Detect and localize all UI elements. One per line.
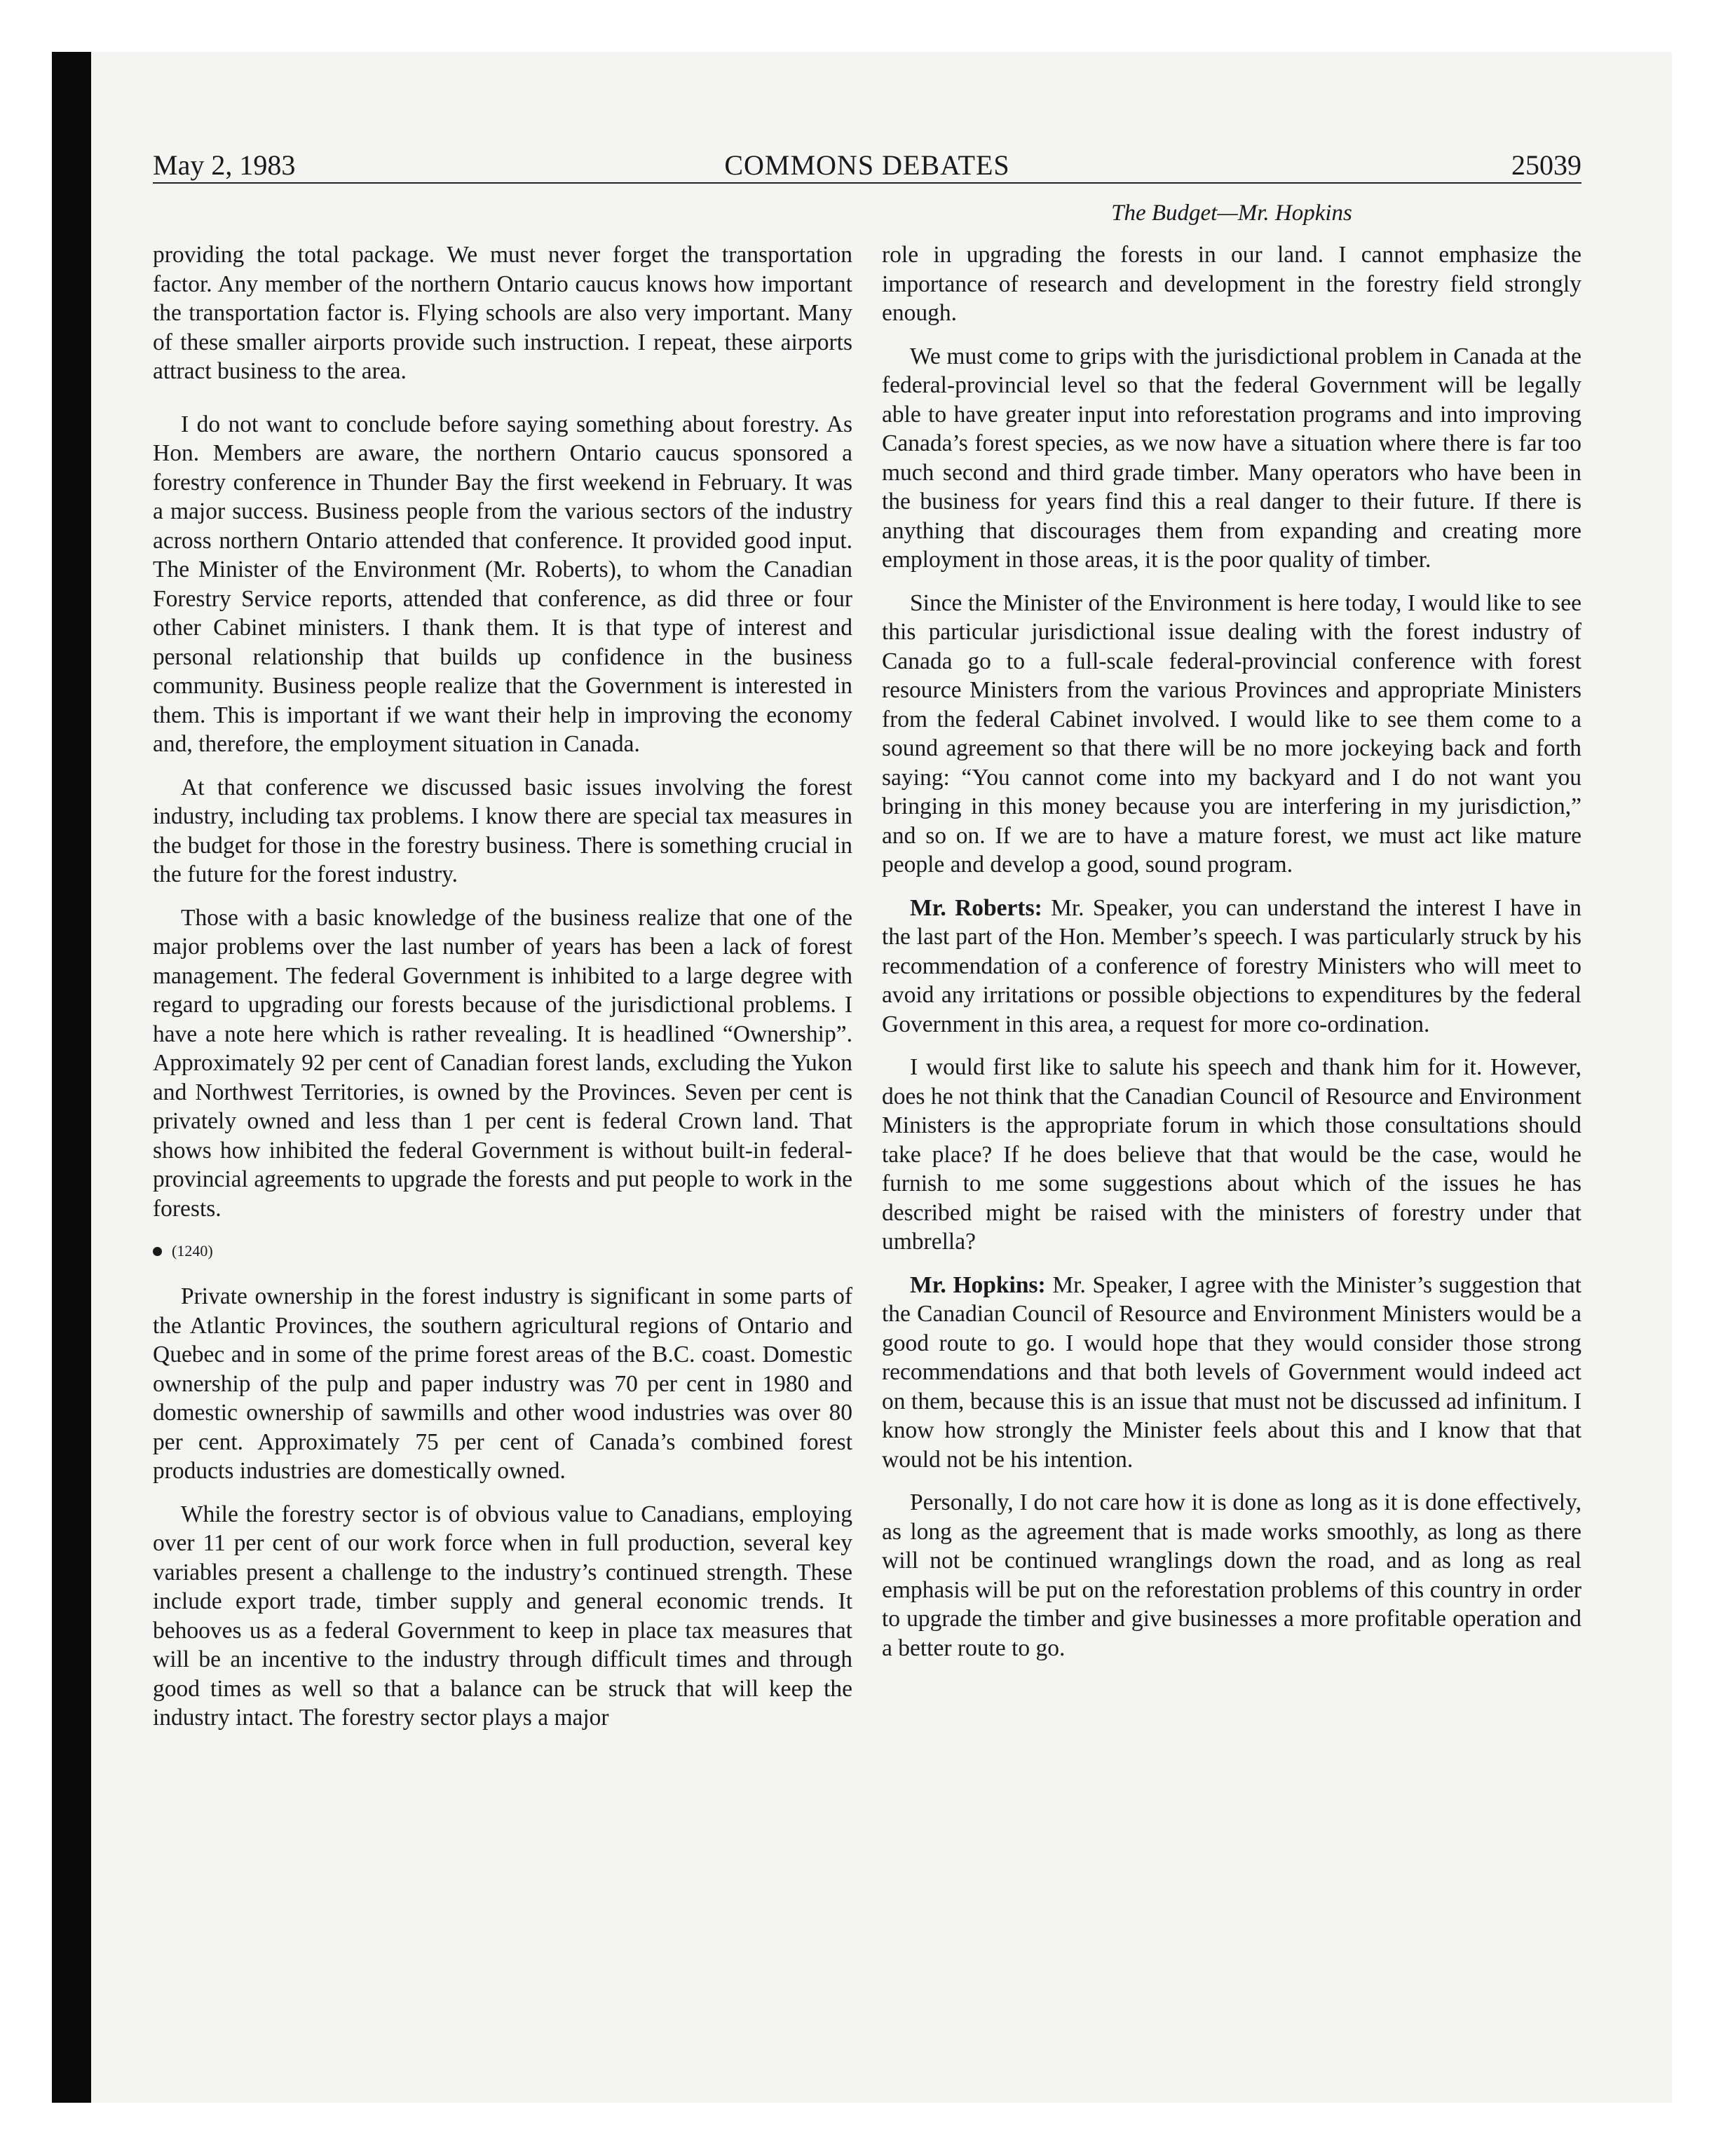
speech-text: Mr. Speaker, I agree with the Minister’s suggestion that the Canadian Council of Resource and Environment Ministers would be a good route to go. I would hope that they would consider those strong recommendations and that both levels of Government would indeed act on them, because this is an issue that must not be discussed ad infinitum. I know how strongly the Minister feels about this and I know that that would not be his intention.: [882, 1271, 1581, 1473]
time-marker: [153, 1237, 852, 1265]
paragraph: At that conference we discussed basic issues involving the forest industry, including tax problems. I know there are special tax measures in the budget for those in the forestry business. There is something crucial in the future for the forest industry.: [153, 774, 852, 887]
speaker-name: Mr. Hopkins:: [910, 1271, 1046, 1298]
speech-hopkins: [882, 1271, 1581, 1475]
header-rule: [153, 182, 1581, 184]
page-number: 25039: [1511, 149, 1581, 181]
bullet-icon: [153, 1247, 162, 1256]
paragraph: I would first like to salute his speech and thank him for it. However, does he not think that the Canadian Council of Resource and Environment Ministers is the appropriate forum in which those consultations should take place? If he does believe that that would be the case, would he furnish to me some suggestions about which of the issues he has described might be raised with the ministers of forestry under that umbrella?: [882, 1054, 1581, 1255]
speech-roberts: [882, 894, 1581, 1039]
page-header: [153, 149, 1581, 182]
paragraph: role in upgrading the forests in our land. I cannot emphasize the importance of research and development in the forestry field strongly enough.: [882, 242, 1581, 326]
paragraph: providing the total package. We must never forget the transportation factor. Any member of the northern Ontario caucus knows how important the transportation factor is. Flying schools are also very important. Many of these smaller airports provide such instruction. I repeat, these airports attract business to the area.: [153, 242, 852, 384]
running-head: The Budget—Mr. Hopkins: [1111, 200, 1352, 226]
scan-edge: [52, 52, 91, 2103]
paragraph: Those with a basic knowledge of the business realize that one of the major problems over the last number of years has been a lack of forest management. The federal Government is inhibited to a large degree with regard to upgrading our forests because of the jurisdictional problems. I have a note here which is rather revealing. It is headlined “Ownership”. Approximately 92 per cent of Canadian forest lands, excluding the Yukon and Northwest Territories, is owned by the Provinces. Seven per cent is privately owned and less than 1 per cent is federal Crown land. That shows how inhibited the federal Government is without built-in federal-provincial agreements to upgrade the forests and put people to work in the forests.: [153, 904, 852, 1222]
left-column: [153, 240, 852, 1733]
speaker-name: Mr. Roberts:: [910, 894, 1042, 921]
paragraph: I do not want to conclude before saying something about forestry. As Hon. Members are aware, the northern Ontario caucus sponsored a forestry conference in Thunder Bay the first weekend in February. It was a major success. Business people from the various sectors of the industry across northern Ontario attended that conference. It provided good input. The Minister of the Environment (Mr. Roberts), to whom the Canadian Forestry Service reports, attended that conference, as did three or four other Cabinet ministers. I thank them. It is that type of interest and personal relationship that builds up confidence in the business community. Business people realize that the Government is interested in them. This is important if we want their help in improving the economy and, therefore, the employment situation in Canada.: [153, 411, 852, 757]
paragraph: We must come to grips with the jurisdictional problem in Canada at the federal-provincial level so that the federal Government will be legally able to have greater input into reforestation programs and into improving Canada’s forest species, as we now have a situation where there is far too much second and third grade timber. Many operators who have been in the business for years find this a real danger to their future. If there is anything that discourages them from expanding and creating more employment in those areas, it is the poor quality of timber.: [882, 343, 1581, 573]
paragraph: Private ownership in the forest industry is significant in some parts of the Atlantic Provinces, the southern agricultural regions of Ontario and Quebec and in some of the prime forest areas of the B.C. coast. Domestic ownership of the pulp and paper industry was 70 per cent in 1980 and domestic ownership of sawmills and other wood industries was over 80 per cent. Approximately 75 per cent of Canada’s combined forest products industries are domestically owned.: [153, 1283, 852, 1484]
paragraph: While the forestry sector is of obvious value to Canadians, employing over 11 per cent of our work force when in full production, several key variables present a challenge to the industry’s continued strength. These include export trade, timber supply and general economic trends. It behooves us as a federal Government to keep in place tax measures that will be an incentive to the industry through difficult times and through good times as well so that a balance can be struck that will keep the industry intact. The forestry sector plays a major: [153, 1501, 852, 1731]
time-marker-text: (1240): [172, 1242, 213, 1260]
header-title: COMMONS DEBATES: [724, 149, 1010, 181]
paragraph: Personally, I do not care how it is done as long as it is done effectively, as long as the agreement that is made works smoothly, as long as there will not be continued wranglings down the road, and as long as real emphasis will be put on the reforestation problems of this country in order to upgrade the timber and give businesses a more profitable operation and a better route to go.: [882, 1489, 1581, 1661]
right-column: [882, 240, 1581, 1663]
paragraph: Since the Minister of the Environment is here today, I would like to see this particular jurisdictional issue dealing with the forest industry of Canada go to a full-scale federal-provincial conference with forest resource Ministers from the various Provinces and appropriate Ministers from the federal Cabinet involved. I would like to see them come to a sound agreement so that there will be no more jockeying back and forth saying: “You cannot come into my backyard and I do not want you bringing in this money because you are interfering in my jurisdiction,” and so on. If we are to have a mature forest, we must act like mature people and develop a good, sound program.: [882, 589, 1581, 878]
speech-text: Mr. Speaker, you can understand the interest I have in the last part of the Hon. Member’s speech. I was particularly struck by his recommendation of a conference of forestry Ministers who will meet to avoid any irritations or possible objections to expenditures by the federal Government in this area, a request for more co-ordination.: [882, 894, 1581, 1037]
header-date: May 2, 1983: [153, 149, 296, 181]
